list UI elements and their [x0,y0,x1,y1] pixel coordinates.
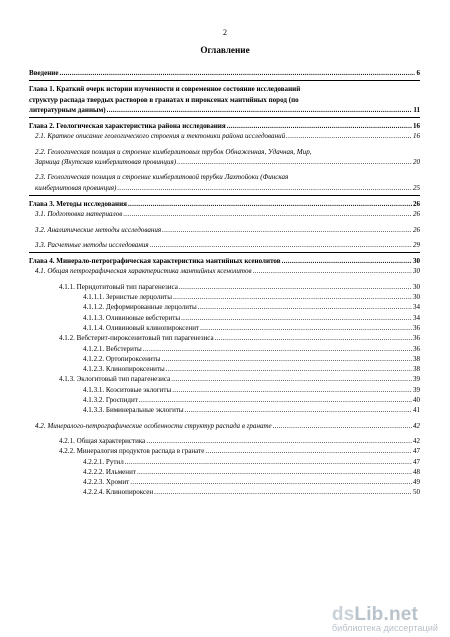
toc-entry-title: Зарница (Якутская кимберлитовая провинция) [35,158,177,167]
dot-leader [205,446,412,456]
dot-leader [59,68,415,78]
toc-entry-page: 30 [412,293,420,302]
toc-entry-title: 4.1.1. Перидотитовый тип парагенезиса [59,282,178,291]
toc-entry-page: 30 [412,282,420,291]
dot-leader [123,209,412,219]
toc-entry-title: 4.1.2.1. Вебстериты [83,344,142,353]
toc-entry-title: 4.2. Минералого-петрографические особенности структур распада в гранате [35,421,272,430]
section-divider [29,252,420,253]
toc-entry[interactable] [29,199,420,209]
section-divider [29,195,420,196]
toc-entry[interactable] [29,302,420,312]
toc-entry-page: 26 [412,199,420,208]
toc-entry[interactable] [29,487,420,497]
toc-entry[interactable] [29,282,420,292]
toc-entry[interactable] [29,467,420,477]
toc-entry[interactable] [29,385,420,395]
toc-entry-title: 4.2.2.2. Ильменит [83,467,136,476]
dot-leader [139,395,412,405]
toc-entry-line: структур распада твердых растворов в гранатах и пироксенах мантийных пород (по [29,95,299,104]
dot-leader [173,292,412,302]
toc-entry-page: 41 [412,406,420,415]
toc-entry[interactable] [29,266,420,276]
dot-leader [286,131,412,141]
toc-entry-title: 4.2.2.3. Хромит [83,478,130,487]
dot-leader [253,266,412,276]
toc-entry-page: 25 [412,183,420,192]
toc-entry-title: 3.3. Расчетные методы исследования [35,240,149,249]
dot-leader [107,105,413,115]
dot-leader [177,157,412,167]
dot-leader [117,183,412,193]
toc-entry[interactable] [29,147,420,168]
toc-entry-title: Глава 2. Геологическая характеристика района исследования [29,122,226,131]
toc-entry[interactable] [29,374,420,384]
dot-leader [282,256,412,266]
toc-entry[interactable] [29,240,420,250]
toc-entry-page: 39 [412,385,420,394]
toc-entry-page: 39 [412,375,420,384]
dot-leader [166,364,412,374]
dot-leader [128,199,412,209]
toc-entry-title: 4.2.2.4. Клинопироксен [83,488,154,497]
toc-entry[interactable] [29,172,420,193]
toc-entry-page: 16 [412,132,420,141]
toc-entry-page: 30 [412,257,420,266]
toc-entry-title: Глава 4. Минерало-петрографическая характеристика мантийных ксенолитов [29,257,281,266]
toc-entry[interactable] [29,405,420,415]
toc-entry-title: Глава 3. Методы исследования [29,199,127,208]
toc-entry-line: 2.3. Геологическая позиция и строение кимберлитовой трубки Лахтойоки (Финская [35,173,289,182]
toc-entry-title: 4.1.1.3. Оливиновые вебстериты [83,313,181,322]
dot-leader [215,333,412,343]
toc-entry[interactable] [29,421,420,431]
toc-entry[interactable] [29,68,420,78]
toc-entry-title: 2.1. Краткое описание геологического строения и тектоники района исследований [35,132,286,141]
toc-entry-line: Глава 1. Краткий очерк истории изученности и современное состояние исследований [29,85,301,94]
toc-entry[interactable] [29,256,420,266]
toc-entry[interactable] [29,225,420,235]
toc-entry-title: 4.1.3.2. Гроспидит [83,396,138,405]
toc-entry-page: 38 [412,365,420,374]
dot-leader [185,405,412,415]
toc-entry-page: 36 [412,323,420,332]
toc-entry-page: 38 [412,354,420,363]
toc-entry-title: 4.1.1.2. Деформированные лерцолиты [83,303,197,312]
toc-entry-page: 11 [413,105,420,114]
toc-entry[interactable] [29,313,420,323]
toc-entry-page: 42 [412,421,420,430]
toc-entry-page: 48 [412,467,420,476]
toc-entry[interactable] [29,354,420,364]
watermark-subtitle: библиотека диссертаций [331,623,438,633]
toc-entry[interactable] [29,131,420,141]
toc-entry-title: 4.1.1.4. Оливиновый клинопироксенит [83,323,200,332]
toc-entry-page: 29 [412,240,420,249]
toc-entry-title: 4.2.2.1. Рутил [83,457,124,466]
dot-leader [172,385,412,395]
dot-leader [130,477,412,487]
toc-entry-page: 26 [412,210,420,219]
dot-leader [273,421,412,431]
toc-entry-title: Введение [29,69,59,77]
toc-entry-title: кимберлитовая провинция) [35,183,117,192]
toc-entry-title: 4.2.2. Минералогия продуктов распада в гранате [59,447,205,456]
toc-entry[interactable] [29,395,420,405]
toc-entry-title: 4.1.1.1. Зернистые лерцолиты [83,293,172,302]
section-divider [29,117,420,118]
toc-entry-title: 4.1. Общая петрографическая характеристика мантийных ксенолитов [35,267,252,276]
toc-entry-title: 4.1.2.2. Ортопироксениты [83,354,161,363]
dot-leader [179,282,412,292]
toc-entry[interactable] [29,344,420,354]
dot-leader [181,313,412,323]
toc-entry-title: литературным данным) [29,105,106,114]
toc-entry[interactable] [29,457,420,467]
dot-leader [162,225,412,235]
toc-entry-page: 50 [412,488,420,497]
toc-entry-title: 3.2. Аналитические методы исследования [35,225,162,234]
toc-entry-page: 36 [412,334,420,343]
toc-entry[interactable] [29,477,420,487]
page-number: 2 [223,28,227,37]
toc-entry[interactable] [29,436,420,446]
toc-entry-page: 6 [416,69,420,77]
toc-entry-page: 34 [412,303,420,312]
toc-entry-title: 4.1.3.3. Биминеральные эклогиты [83,406,184,415]
toc-entry[interactable] [29,323,420,333]
toc-entry-page: 42 [412,436,420,445]
section-divider [29,80,420,81]
toc-entry[interactable] [29,333,420,343]
toc-entry-page: 36 [412,344,420,353]
toc-entry-page: 30 [412,267,420,276]
toc-entry-title: 4.1.3. Эклогитовый тип парагенезиса [59,375,171,384]
toc-entry-page: 26 [412,225,420,234]
toc-entry-line: 2.2. Геологическая позиция и строение кимберлитовых трубок Обнаженная, Удачная, Мир, [35,147,312,156]
watermark-logo: dsLib.net [331,604,419,625]
toc-entry-page: 34 [412,313,420,322]
toc-entry-page: 47 [412,457,420,466]
toc-entry[interactable] [29,446,420,456]
toc-title: Оглавление [200,45,250,55]
dot-leader [150,240,412,250]
toc-entry-title: 4.1.2.3. Клинопироксениты [83,365,165,374]
toc-entry[interactable] [29,121,420,131]
dot-leader [200,323,412,333]
toc-entry-title: 4.1.3.1. Коэситовые эклогиты [83,385,172,394]
toc-entry[interactable] [29,364,420,374]
toc-entry-title: 3.1. Подготовка материалов [35,210,123,219]
dot-leader [171,374,412,384]
toc-entry[interactable] [29,209,420,219]
dot-leader [161,354,411,364]
dot-leader [198,302,412,312]
toc-entry-title: 4.2.1. Общая характеристика [59,436,146,445]
toc-entry-title: 4.1.2. Вебстерит-пироксенитовый тип парагенезиса [59,334,214,343]
dot-leader [154,487,412,497]
toc-entry-page: 20 [412,158,420,167]
toc-entry-page: 49 [412,478,420,487]
toc-entry-page: 16 [412,122,420,131]
toc-entry[interactable] [29,84,420,115]
toc-entry-page: 47 [412,447,420,456]
dot-leader [137,467,412,477]
dot-leader [146,436,412,446]
watermark [332,604,438,633]
toc-entry[interactable] [29,292,420,302]
dot-leader [227,121,412,131]
dot-leader [143,344,412,354]
table-of-contents [29,68,420,498]
dot-leader [125,457,412,467]
toc-entry-page: 40 [412,396,420,405]
